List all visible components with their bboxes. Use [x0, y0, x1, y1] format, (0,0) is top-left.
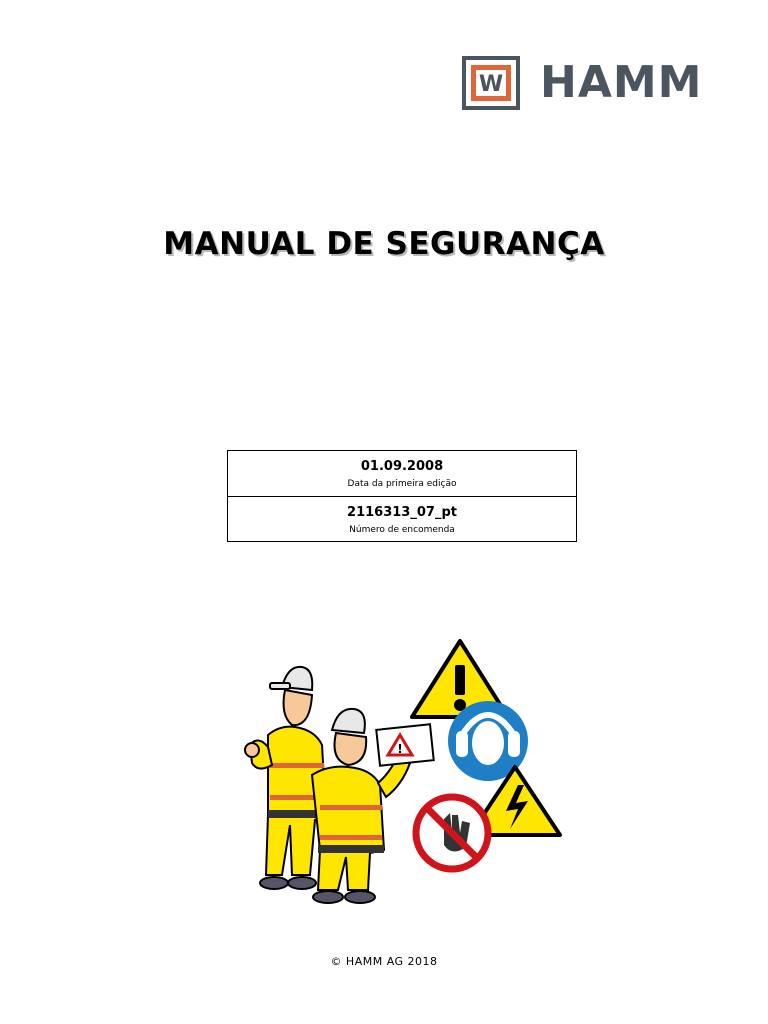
first-edition-label: Data da primeira edição: [347, 479, 457, 489]
info-row-date: [228, 451, 576, 496]
document-info-table: [227, 450, 577, 542]
no-touch-icon: [416, 797, 488, 869]
svg-text:!: !: [397, 742, 403, 756]
document-title: MANUAL DE SEGURANÇA: [163, 226, 605, 262]
brand-name: HAMM: [540, 57, 703, 108]
order-number-label: Número de encomenda: [349, 525, 455, 535]
hamm-logo: [462, 56, 702, 110]
safety-workers-illustration: [230, 635, 570, 910]
svg-text:W: W: [478, 72, 504, 97]
info-row-order-number: [228, 496, 576, 541]
worker-right: [312, 709, 434, 903]
copyright-notice: © HAMM AG 2018: [330, 955, 438, 968]
hamm-logo-mark-icon: [462, 56, 520, 110]
first-edition-date: 01.09.2008: [360, 459, 444, 474]
order-number: 2116313_07_pt: [347, 505, 457, 520]
